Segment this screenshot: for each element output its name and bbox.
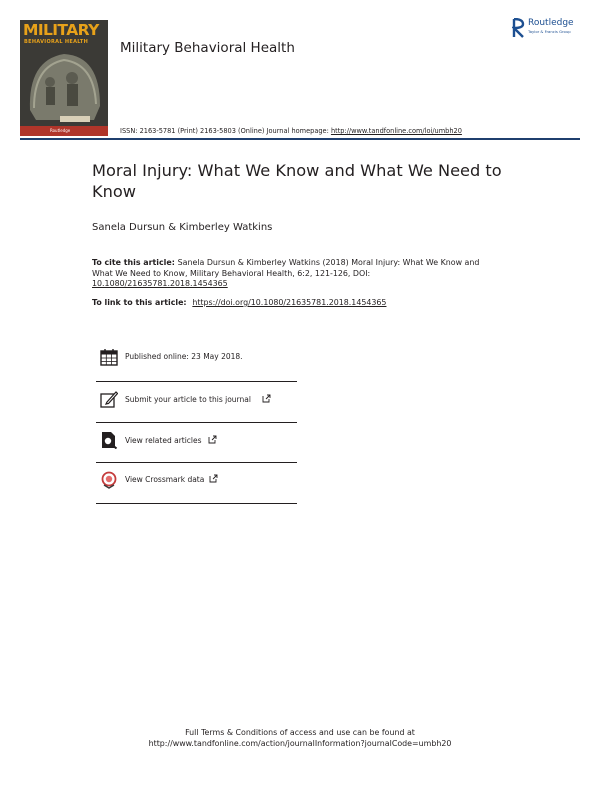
citation-block [92,258,492,290]
crossmark-link[interactable]: View Crossmark data [125,475,205,484]
journal-homepage-link[interactable]: http://www.tandfonline.com/loi/umbh20 [330,127,462,135]
published-online-row [96,340,297,380]
submit-article-row[interactable] [96,382,297,422]
submit-article-link[interactable]: Submit your article to this journal [125,395,251,404]
terms-line: Full Terms & Conditions of access and use can be found at [185,728,415,737]
journal-cover [20,20,108,136]
citation-text: Sanela Dursun & Kimberley Watkins (2018) Moral Injury: What We Know and What We Need to Know, Military Behavioral Health, 6:2, 121-126, DOI: [92,258,480,278]
journal-title: Military Behavioral Health [120,40,295,56]
article-title: Moral Injury: What We Know and What We Need to Know [92,161,502,201]
crossmark-icon [100,471,118,489]
calendar-icon [100,348,118,366]
cover-masthead: MILITARY [23,21,99,39]
article-link-label: To link to this article: [92,298,190,307]
external-link-icon [208,435,217,444]
related-articles-link[interactable]: View related articles [125,436,202,445]
issn-line [120,127,462,135]
cover-masthead-sub: BEHAVIORAL HEALTH [24,39,89,45]
cover-bottom-band [20,126,108,136]
publisher-name: Routledge [528,18,574,28]
row-divider [96,503,297,504]
terms-footer [0,727,600,749]
citation-doi-link[interactable]: 10.1080/21635781.2018.1454365 [92,279,228,289]
cover-publisher-mark: Routledge [50,128,71,133]
citation-label: To cite this article: [92,258,178,267]
publisher-tagline: Taylor & Francis Group [528,29,571,34]
related-articles-row[interactable] [96,423,297,463]
issn-text: ISSN: 2163-5781 (Print) 2163-5803 (Online) Journal homepage: [120,127,331,135]
article-doi-link[interactable]: https://doi.org/10.1080/21635781.2018.1454365 [192,298,387,307]
external-link-icon [262,394,271,403]
crossmark-row[interactable] [96,463,297,503]
routledge-r-icon [512,18,525,38]
cover-helmet-illustration [20,20,108,136]
article-link-block [92,298,386,307]
pencil-icon [100,390,118,408]
document-search-icon [100,431,118,449]
external-link-icon [209,474,218,483]
published-online-text: Published online: 23 May 2018. [125,352,243,361]
header-rule [20,138,580,140]
article-authors: Sanela Dursun & Kimberley Watkins [92,222,273,233]
terms-url[interactable]: http://www.tandfonline.com/action/journalInformation?journalCode=umbh20 [148,739,452,748]
